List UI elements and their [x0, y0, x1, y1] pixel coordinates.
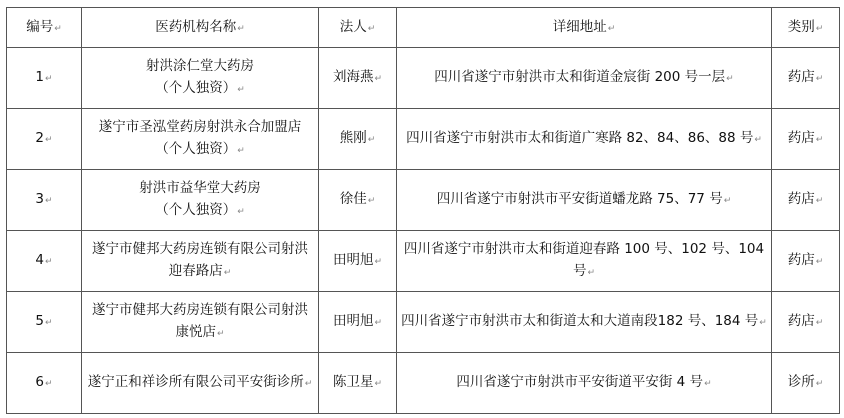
- institution-table: [6, 7, 840, 414]
- cell-name: 遂宁市健邦大药房连锁有限公司射洪康悦店↵: [82, 292, 319, 353]
- cell-type: 药店↵: [772, 170, 840, 231]
- cell-person: 徐佳↵: [319, 170, 397, 231]
- cell-address: 四川省遂宁市射洪市太和街道太和大道南段182 号、184 号↵: [397, 292, 772, 353]
- header-id: 编号↵: [7, 8, 82, 48]
- cell-person: 田明旭↵: [319, 292, 397, 353]
- cell-type: 药店↵: [772, 48, 840, 109]
- header-type: 类别↵: [772, 8, 840, 48]
- cell-person: 田明旭↵: [319, 231, 397, 292]
- cell-id: 2↵: [7, 109, 82, 170]
- cell-person: 陈卫星↵: [319, 353, 397, 414]
- cell-id: 6↵: [7, 353, 82, 414]
- cell-name: 射洪涂仁堂大药房 （个人独资）↵: [82, 48, 319, 109]
- cell-name: 遂宁市圣泓堂药房射洪永合加盟店（个人独资）↵: [82, 109, 319, 170]
- table-header-row: [7, 8, 840, 48]
- cell-name: 射洪市益华堂大药房 （个人独资）↵: [82, 170, 319, 231]
- cell-address: 四川省遂宁市射洪市太和街道迎春路 100 号、102 号、104 号↵: [397, 231, 772, 292]
- cell-name: 遂宁市健邦大药房连锁有限公司射洪迎春路店↵: [82, 231, 319, 292]
- cell-type: 药店↵: [772, 109, 840, 170]
- header-name: 医药机构名称↵: [82, 8, 319, 48]
- cell-address: 四川省遂宁市射洪市太和街道广寒路 82、84、86、88 号↵: [397, 109, 772, 170]
- table-row: [7, 292, 840, 353]
- cell-type: 药店↵: [772, 292, 840, 353]
- header-person: 法人↵: [319, 8, 397, 48]
- cell-address: 四川省遂宁市射洪市平安街道平安街 4 号↵: [397, 353, 772, 414]
- table-row: [7, 170, 840, 231]
- cell-person: 熊刚↵: [319, 109, 397, 170]
- table-row: [7, 231, 840, 292]
- cell-type: 药店↵: [772, 231, 840, 292]
- table-row: [7, 353, 840, 414]
- cell-address: 四川省遂宁市射洪市平安街道蟠龙路 75、77 号↵: [397, 170, 772, 231]
- cell-id: 5↵: [7, 292, 82, 353]
- table-row: [7, 109, 840, 170]
- cell-id: 1↵: [7, 48, 82, 109]
- header-address: 详细地址↵: [397, 8, 772, 48]
- table-row: [7, 48, 840, 109]
- cell-id: 4↵: [7, 231, 82, 292]
- cell-person: 刘海燕↵: [319, 48, 397, 109]
- cell-id: 3↵: [7, 170, 82, 231]
- cell-type: 诊所↵: [772, 353, 840, 414]
- cell-name: 遂宁正和祥诊所有限公司平安街诊所↵: [82, 353, 319, 414]
- cell-address: 四川省遂宁市射洪市太和街道金宸街 200 号一层↵: [397, 48, 772, 109]
